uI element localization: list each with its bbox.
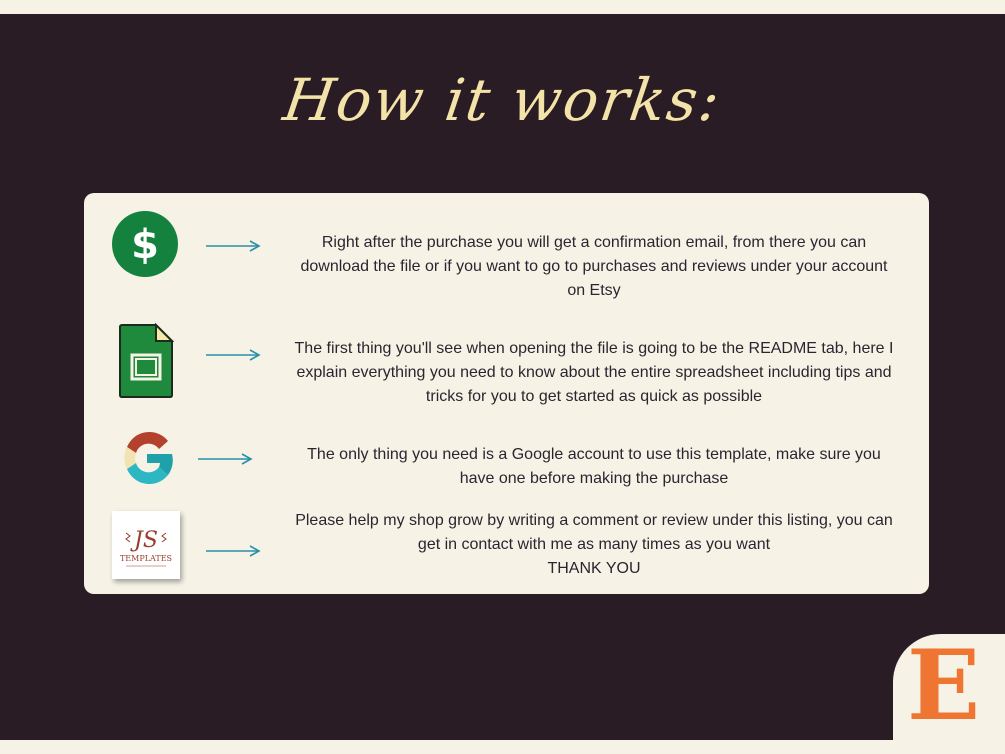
etsy-logo-letter: E xyxy=(907,629,981,742)
dollar-icon xyxy=(112,211,178,281)
background-panel xyxy=(0,14,1005,740)
google-sheets-icon xyxy=(118,323,174,403)
step-row xyxy=(84,421,929,501)
arrow-icon xyxy=(196,451,254,470)
google-g-icon xyxy=(118,429,176,491)
step-text: The first thing you'll see when opening the file is going to be the README tab, here I explain everything you need to know about the entire spreadsheet including tips and tricks for you to get started as quick as possible xyxy=(294,340,894,405)
arrow-icon xyxy=(204,238,262,257)
logo-monogram: JS xyxy=(134,528,158,553)
logo-wordmark: TEMPLATES xyxy=(119,554,173,563)
step-text: The only thing you need is a Google account to use this template, make sure you have one before making the purchase xyxy=(307,446,881,487)
page-title: How it works: xyxy=(279,66,726,134)
arrow-icon xyxy=(204,347,262,366)
svg-text:$: $ xyxy=(131,222,159,268)
arrow-icon xyxy=(204,543,262,562)
step-row xyxy=(84,505,929,594)
etsy-logo xyxy=(893,629,1005,742)
step-row xyxy=(84,193,929,298)
steps-card xyxy=(84,193,929,594)
step-text: Please help my shop grow by writing a comment or review under this listing, you can get in contact with me as many times as you want THANK YOU xyxy=(295,512,893,577)
js-templates-logo xyxy=(112,511,180,579)
step-row xyxy=(84,313,929,413)
step-text: Right after the purchase you will get a confirmation email, from there you can download the file or if you want to go to purchases and reviews under your account on Etsy xyxy=(300,234,888,299)
